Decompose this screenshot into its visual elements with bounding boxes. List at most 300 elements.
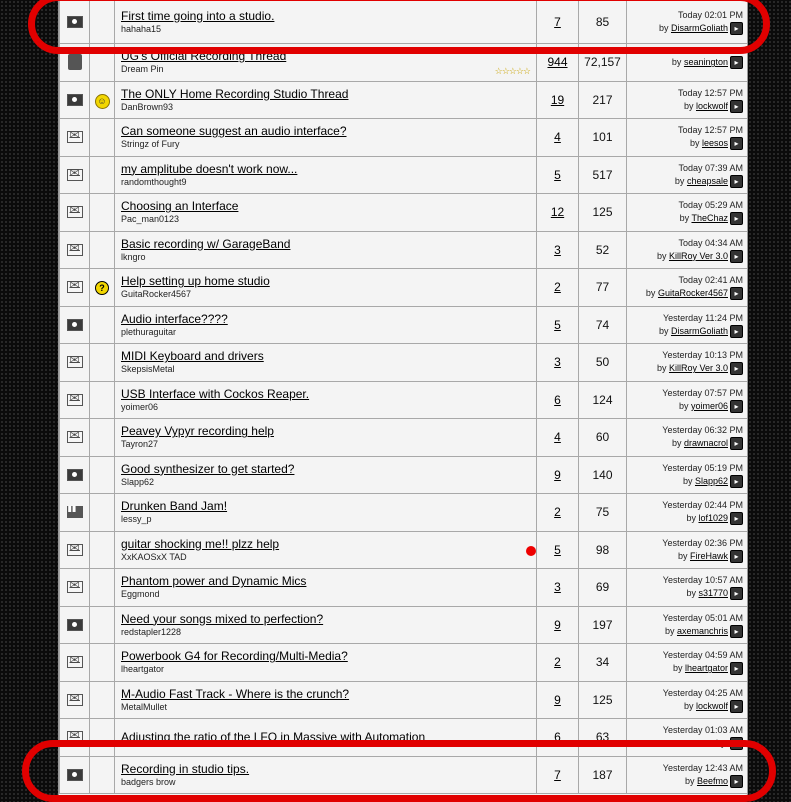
last-post-by <box>627 136 743 150</box>
last-poster-link[interactable]: Slapp62 <box>694 475 728 486</box>
go-to-last-post-icon[interactable]: ▸ <box>730 700 743 713</box>
replies-link[interactable]: 2 <box>554 280 561 295</box>
last-poster-link[interactable]: axemanchris <box>676 625 728 636</box>
views-count: 101 <box>592 130 613 145</box>
last-post-by <box>627 99 743 113</box>
thread-title-cell <box>115 344 537 382</box>
by-prefix: by <box>645 288 656 299</box>
last-post-time: Yesterday 01:03 AM <box>662 725 743 736</box>
thread-title-cell <box>115 44 537 82</box>
last-post-by <box>627 661 743 675</box>
replies-cell <box>537 44 579 82</box>
views-cell <box>579 81 627 119</box>
replies-link[interactable]: 4 <box>554 130 561 145</box>
views-cell <box>579 1 627 44</box>
thread-row <box>60 531 748 569</box>
last-post-by <box>627 699 743 713</box>
thread-author: Eggmond <box>121 589 160 600</box>
last-post-by <box>627 21 743 35</box>
by-prefix: by <box>656 363 667 374</box>
go-to-last-post-icon[interactable]: ▸ <box>730 287 743 300</box>
last-poster-link[interactable]: s31770 <box>698 588 728 599</box>
post-icon-cell <box>90 44 115 82</box>
views-cell <box>579 44 627 82</box>
thread-status-cell <box>60 644 90 682</box>
poll-icon <box>67 506 83 518</box>
last-post-time: Yesterday 06:32 PM <box>662 425 743 436</box>
last-post-by <box>627 249 743 263</box>
thread-title-link[interactable]: Peavey Vypyr recording help <box>121 424 274 439</box>
by-prefix: by <box>664 625 675 636</box>
last-post-cell <box>627 606 748 644</box>
envelope-icon <box>67 581 83 593</box>
replies-cell <box>537 756 579 794</box>
thread-title-link[interactable]: First time going into a studio. <box>121 9 275 23</box>
last-post-cell <box>627 456 748 494</box>
views-count: 98 <box>595 542 610 557</box>
last-post-time: Yesterday 05:01 AM <box>662 612 743 623</box>
last-post-time: Yesterday 11:24 PM <box>662 312 743 323</box>
post-icon-cell <box>90 719 115 757</box>
views-count: 72,157 <box>584 55 621 70</box>
replies-link[interactable]: 7 <box>554 15 561 29</box>
last-post-by <box>627 511 743 525</box>
last-poster-link[interactable]: DisarmGoliath <box>670 325 728 336</box>
views-count: 85 <box>595 15 610 29</box>
post-icon-cell <box>90 756 115 794</box>
last-poster-link[interactable]: TheChaz <box>691 213 728 224</box>
replies-cell <box>537 306 579 344</box>
thread-status-cell <box>60 569 90 607</box>
views-count: 63 <box>595 730 610 745</box>
go-to-last-post-icon[interactable]: ▸ <box>730 437 743 450</box>
replies-cell <box>537 269 579 307</box>
by-prefix: by <box>682 475 693 486</box>
thread-author: Pac_man0123 <box>121 214 180 225</box>
go-to-last-post-icon[interactable]: ▸ <box>730 325 743 338</box>
last-post-cell <box>627 344 748 382</box>
replies-link[interactable]: 9 <box>554 467 561 482</box>
replies-cell <box>537 419 579 457</box>
views-count: 50 <box>595 355 610 370</box>
replies-cell <box>537 81 579 119</box>
forum-thread-list <box>58 0 748 799</box>
post-icon-cell <box>90 419 115 457</box>
sticky-icon <box>68 54 82 70</box>
post-icon-cell <box>90 494 115 532</box>
views-count: 197 <box>592 617 613 632</box>
replies-link[interactable]: 3 <box>554 355 561 370</box>
last-post-time: Today 05:29 AM <box>678 200 743 211</box>
views-count: 140 <box>592 467 613 482</box>
by-prefix: by <box>679 213 690 224</box>
last-poster-link[interactable]: lheartgator <box>684 663 728 674</box>
thread-title-link[interactable]: UG's Official Recording Thread <box>121 49 287 64</box>
red-dot-marker <box>526 546 536 556</box>
folder-hot-icon <box>67 619 83 631</box>
replies-link[interactable]: 6 <box>554 392 561 407</box>
envelope-icon <box>67 394 83 406</box>
by-prefix: by <box>686 513 696 524</box>
thread-author: plethuraguitar <box>121 326 177 337</box>
thread-title-link[interactable]: Basic recording w/ GarageBand <box>121 236 291 251</box>
thread-title-link[interactable]: Adjusting the ratio of the LFO in Massive with Automation <box>121 730 426 745</box>
folder-hot-icon <box>67 769 83 781</box>
last-poster-link[interactable]: lof1029 <box>698 513 728 524</box>
thread-title-link[interactable]: Help setting up home studio <box>121 274 270 289</box>
by-prefix: by <box>683 700 694 711</box>
envelope-icon <box>67 544 83 556</box>
thread-status-cell <box>60 381 90 419</box>
thread-author: XxKAOSxX TAD <box>121 551 187 562</box>
thread-row <box>60 494 748 532</box>
folder-hot-icon <box>67 16 83 28</box>
thread-title-cell <box>115 494 537 532</box>
thread-title-link[interactable]: MIDI Keyboard and drivers <box>121 349 264 364</box>
by-prefix: by <box>678 400 689 411</box>
last-post-time: Yesterday 12:43 AM <box>662 762 743 773</box>
replies-link[interactable]: 3 <box>554 580 561 595</box>
last-post-by <box>627 549 743 563</box>
replies-cell <box>537 494 579 532</box>
thread-status-cell <box>60 681 90 719</box>
go-to-last-post-icon[interactable]: ▸ <box>730 137 743 150</box>
thread-title-link[interactable]: USB Interface with Cockos Reaper. <box>121 386 310 401</box>
last-post-by <box>627 624 743 638</box>
last-post-cell <box>627 419 748 457</box>
last-post-cell <box>627 681 748 719</box>
last-post-time: Yesterday 02:44 PM <box>662 500 743 511</box>
thread-row <box>60 569 748 607</box>
replies-cell <box>537 156 579 194</box>
thread-row <box>60 381 748 419</box>
last-post-time: Yesterday 10:57 AM <box>662 575 743 586</box>
views-count: 125 <box>592 692 613 707</box>
by-prefix: by <box>683 100 694 111</box>
replies-link[interactable]: 9 <box>554 692 561 707</box>
last-post-cell <box>627 194 748 232</box>
envelope-icon <box>67 431 83 443</box>
thread-status-cell <box>60 1 90 44</box>
thread-title-cell <box>115 269 537 307</box>
last-post-time: Today 07:39 AM <box>678 162 743 173</box>
replies-link[interactable]: 19 <box>550 92 565 107</box>
thread-title-cell <box>115 1 537 44</box>
envelope-icon <box>67 656 83 668</box>
thread-row <box>60 44 748 82</box>
last-post-cell <box>627 81 748 119</box>
thread-status-cell <box>60 119 90 157</box>
go-to-last-post-icon[interactable]: ▸ <box>730 400 743 413</box>
last-poster-link[interactable]: drawnacrol <box>683 438 728 449</box>
envelope-icon <box>67 169 83 181</box>
last-poster-link[interactable]: yoimer06 <box>690 400 728 411</box>
replies-link[interactable]: 6 <box>554 730 561 745</box>
views-count: 34 <box>595 655 610 670</box>
thread-author: hahaha15 <box>121 24 162 34</box>
post-icon-cell <box>90 531 115 569</box>
views-count: 77 <box>595 280 610 295</box>
thread-row <box>60 231 748 269</box>
last-post-by <box>627 474 743 488</box>
views-cell <box>579 456 627 494</box>
go-to-last-post-icon[interactable]: ▸ <box>730 550 743 563</box>
views-cell <box>579 231 627 269</box>
views-cell <box>579 606 627 644</box>
last-post-cell <box>627 231 748 269</box>
by-prefix: by <box>715 738 726 749</box>
replies-link[interactable]: 5 <box>554 317 561 332</box>
thread-status-cell <box>60 456 90 494</box>
last-poster-link[interactable]: lockwolf <box>695 700 728 711</box>
thread-title-cell <box>115 606 537 644</box>
last-poster-link[interactable]: Beefmo <box>696 775 728 786</box>
post-icon-cell <box>90 681 115 719</box>
last-post-time: Yesterday 02:36 PM <box>662 537 743 548</box>
thread-title-cell <box>115 119 537 157</box>
thread-row <box>60 344 748 382</box>
thread-status-cell <box>60 194 90 232</box>
last-poster-link[interactable]: seanington <box>683 57 728 68</box>
views-count: 60 <box>595 430 610 445</box>
replies-link[interactable]: 5 <box>554 542 561 557</box>
replies-cell <box>537 531 579 569</box>
go-to-last-post-icon[interactable]: ▸ <box>730 250 743 263</box>
thread-title-link[interactable]: The ONLY Home Recording Studio Thread <box>121 86 349 101</box>
replies-cell <box>537 231 579 269</box>
views-cell <box>579 419 627 457</box>
go-to-last-post-icon[interactable]: ▸ <box>730 475 743 488</box>
last-post-time: Today 12:57 PM <box>677 125 743 136</box>
post-icon-cell <box>90 344 115 382</box>
thread-author: Slapp62 <box>121 476 155 487</box>
thread-title-link[interactable]: Good synthesizer to get started? <box>121 461 295 476</box>
go-to-last-post-icon[interactable]: ▸ <box>730 22 743 35</box>
post-icon-cell <box>90 644 115 682</box>
last-post-cell <box>627 381 748 419</box>
folder-hot-icon <box>67 94 83 106</box>
thread-row <box>60 119 748 157</box>
go-to-last-post-icon[interactable]: ▸ <box>730 175 743 188</box>
thread-row <box>60 419 748 457</box>
last-post-time: Today 12:57 PM <box>677 87 743 98</box>
rating-stars: ☆☆☆☆☆ <box>494 65 530 76</box>
last-post-by <box>627 324 743 338</box>
thread-title-link[interactable]: Audio interface???? <box>121 311 228 326</box>
by-prefix: by <box>658 22 669 33</box>
go-to-last-post-icon[interactable]: ▸ <box>730 625 743 638</box>
by-prefix: by <box>684 775 695 786</box>
post-icon-cell <box>90 606 115 644</box>
replies-cell <box>537 456 579 494</box>
replies-cell <box>537 719 579 757</box>
thread-status-cell <box>60 44 90 82</box>
thread-title-cell <box>115 81 537 119</box>
by-prefix: by <box>689 138 700 149</box>
last-poster-link[interactable]: FireHawk <box>689 550 728 561</box>
go-to-last-post-icon[interactable]: ▸ <box>730 737 743 750</box>
views-cell <box>579 494 627 532</box>
views-count: 75 <box>595 505 610 520</box>
views-count: 187 <box>592 767 613 782</box>
views-count: 52 <box>595 242 610 257</box>
last-post-cell <box>627 119 748 157</box>
post-icon-cell <box>90 381 115 419</box>
views-count: 69 <box>595 580 610 595</box>
thread-author: badgers brow <box>121 776 176 787</box>
go-to-last-post-icon[interactable]: ▸ <box>730 362 743 375</box>
thread-title-cell <box>115 231 537 269</box>
thread-title-cell <box>115 306 537 344</box>
last-post-by <box>627 774 743 788</box>
go-to-last-post-icon[interactable]: ▸ <box>730 212 743 225</box>
last-post-cell <box>627 644 748 682</box>
thread-table <box>59 0 748 794</box>
thread-status-cell <box>60 269 90 307</box>
thread-author: randomthought9 <box>121 176 187 187</box>
replies-link[interactable]: 4 <box>554 430 561 445</box>
replies-link[interactable]: 2 <box>554 505 561 520</box>
views-cell <box>579 756 627 794</box>
thread-title-link[interactable]: my amplitube doesn't work now... <box>121 161 298 176</box>
views-count: 124 <box>592 392 613 407</box>
thread-title-link[interactable]: Powerbook G4 for Recording/Multi-Media? <box>121 649 348 664</box>
go-to-last-post-icon[interactable]: ▸ <box>730 100 743 113</box>
replies-cell <box>537 681 579 719</box>
replies-cell <box>537 194 579 232</box>
thread-status-cell <box>60 756 90 794</box>
thread-row <box>60 81 748 119</box>
thread-author: Tayron27 <box>121 439 159 450</box>
views-count: 517 <box>592 167 613 182</box>
thread-row <box>60 681 748 719</box>
envelope-icon <box>67 356 83 368</box>
thread-row <box>60 194 748 232</box>
thread-title-link[interactable]: Can someone suggest an audio interface? <box>121 124 347 139</box>
thread-row <box>60 644 748 682</box>
thread-status-cell <box>60 306 90 344</box>
replies-cell <box>537 606 579 644</box>
by-prefix: by <box>672 663 683 674</box>
last-poster-link[interactable]: GuitaRocker4567 <box>657 288 728 299</box>
thread-status-cell <box>60 231 90 269</box>
thread-row <box>60 1 748 44</box>
thread-row <box>60 269 748 307</box>
post-icon-cell <box>90 194 115 232</box>
go-to-last-post-icon[interactable]: ▸ <box>730 775 743 788</box>
thread-author: Dream Pin <box>121 64 164 75</box>
last-post-time: Yesterday 05:19 PM <box>662 462 743 473</box>
by-prefix: by <box>671 57 682 68</box>
thread-title-cell <box>115 719 537 757</box>
post-icon-cell <box>90 306 115 344</box>
thread-title-link[interactable]: Need your songs mixed to perfection? <box>121 611 324 626</box>
replies-link[interactable]: 7 <box>554 767 561 782</box>
thread-title-cell <box>115 456 537 494</box>
replies-link[interactable]: 5 <box>554 167 561 182</box>
thread-author: DanBrown93 <box>121 101 174 112</box>
by-prefix: by <box>674 175 685 186</box>
replies-link[interactable]: 944 <box>547 55 568 70</box>
thread-author: SkepsisMetal <box>121 364 175 375</box>
envelope-icon <box>67 281 83 293</box>
replies-link[interactable]: 12 <box>550 205 565 220</box>
replies-cell <box>537 344 579 382</box>
last-post-cell <box>627 494 748 532</box>
post-icon-cell <box>90 81 115 119</box>
thread-title-link[interactable]: Drunken Band Jam! <box>121 499 228 514</box>
views-cell <box>579 531 627 569</box>
post-icon-cell <box>90 156 115 194</box>
thread-author: GuitaRocker4567 <box>121 289 192 300</box>
thread-status-cell <box>60 344 90 382</box>
views-cell <box>579 194 627 232</box>
thread-status-cell <box>60 81 90 119</box>
thread-status-cell <box>60 494 90 532</box>
views-cell <box>579 269 627 307</box>
go-to-last-post-icon[interactable]: ▸ <box>730 587 743 600</box>
last-post-time: Yesterday 07:57 PM <box>662 387 743 398</box>
last-poster-link[interactable]: leesos <box>701 138 728 149</box>
envelope-icon <box>67 694 83 706</box>
views-count: 74 <box>595 317 610 332</box>
replies-link[interactable]: 2 <box>554 655 561 670</box>
last-poster-link[interactable]: DisarmGoliath <box>670 22 728 33</box>
thread-title-cell <box>115 756 537 794</box>
last-post-time: Today 02:01 PM <box>677 9 743 20</box>
envelope-icon <box>67 731 83 743</box>
go-to-last-post-icon[interactable]: ▸ <box>730 662 743 675</box>
last-post-by <box>627 586 743 600</box>
last-poster-link[interactable]: lockwolf <box>695 100 728 111</box>
go-to-last-post-icon[interactable]: ▸ <box>730 512 743 525</box>
thread-author: lheartgator <box>121 664 165 675</box>
thread-title-link[interactable]: Phantom power and Dynamic Mics <box>121 574 307 589</box>
last-poster-link[interactable]: cheapsale <box>686 175 728 186</box>
replies-link[interactable]: 9 <box>554 617 561 632</box>
thread-title-cell <box>115 531 537 569</box>
by-prefix: by <box>656 250 667 261</box>
views-cell <box>579 569 627 607</box>
thread-author: Stringz of Fury <box>121 139 180 150</box>
last-post-cell <box>627 569 748 607</box>
thread-title-cell <box>115 419 537 457</box>
last-post-cell <box>627 1 748 44</box>
last-post-by <box>627 736 743 750</box>
views-cell <box>579 681 627 719</box>
thread-title-link[interactable]: Choosing an Interface <box>121 199 239 214</box>
last-post-time: Yesterday 04:59 AM <box>662 650 743 661</box>
go-to-last-post-icon[interactable]: ▸ <box>730 56 743 69</box>
thread-title-link[interactable]: guitar shocking me!! plzz help <box>121 536 280 551</box>
thread-status-cell <box>60 419 90 457</box>
thread-title-link[interactable]: Recording in studio tips. <box>121 761 250 776</box>
views-cell <box>579 381 627 419</box>
last-poster-link[interactable]: KillRoy Ver 3.0 <box>668 250 728 261</box>
thread-row <box>60 719 748 757</box>
replies-cell <box>537 1 579 44</box>
thread-title-link[interactable]: M-Audio Fast Track - Where is the crunch? <box>121 686 350 701</box>
views-cell <box>579 156 627 194</box>
replies-cell <box>537 381 579 419</box>
envelope-icon <box>67 244 83 256</box>
last-poster-link[interactable]: KillRoy Ver 3.0 <box>668 363 728 374</box>
views-count: 125 <box>592 205 613 220</box>
replies-link[interactable]: 3 <box>554 242 561 257</box>
last-post-cell <box>627 306 748 344</box>
by-prefix: by <box>686 588 696 599</box>
last-post-by <box>627 174 743 188</box>
